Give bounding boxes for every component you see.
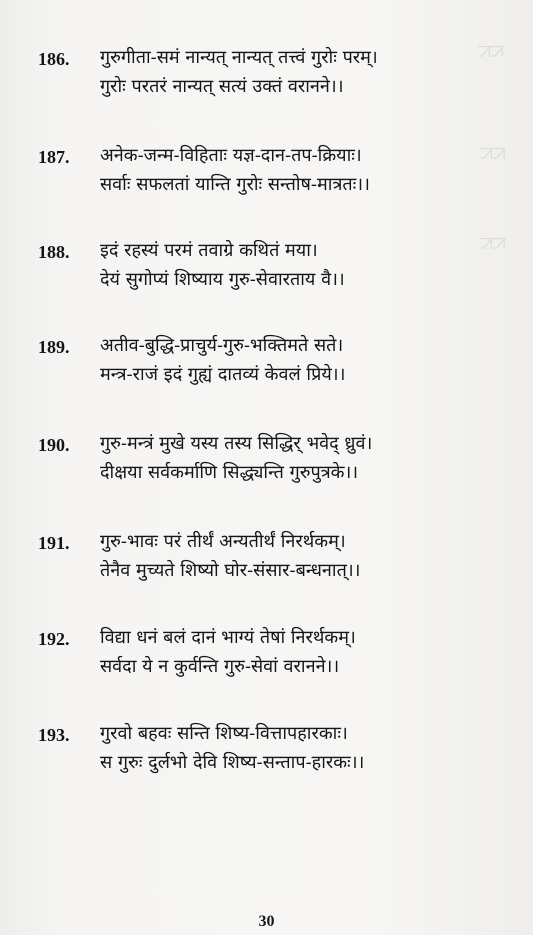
verse-line-2: तेनैव मुच्यते शिष्यो घोर-संसार-बन्धनात्।। <box>100 560 361 581</box>
verse-number: 192. <box>38 629 70 649</box>
verse-line-2: सर्वदा ये न कुर्वन्ति गुरु-सेवां वरानने।। <box>100 656 340 677</box>
verse-number: 190. <box>38 435 70 455</box>
verse-line-1: अतीव-बुद्धि-प्राचुर्य-गुरु-भक्तिमते सते। <box>100 335 344 356</box>
verse-number: 189. <box>38 337 70 357</box>
bleed-through-mark: ꠀꠀ <box>478 42 504 61</box>
verse-line-1: इदं रहस्यं परमं तवाग्रे कथितं मया। <box>100 240 318 261</box>
verse-line-1: गुरु-मन्त्रं मुखे यस्य तस्य सिद्धिर् भवेद् ध्रुवं। <box>100 433 373 454</box>
verse-number: 188. <box>38 242 70 262</box>
bleed-through-mark: ꠀꠀ <box>480 234 506 253</box>
verse-line-2: सर्वाः सफलतां यान्ति गुरोः सन्तोष-मात्रतः।। <box>100 174 370 195</box>
verse-line-1: गुरवो बहवः सन्ति शिष्य-वित्तापहारकाः। <box>100 723 348 744</box>
verse-line-1: गुरुगीता-समं नान्यत् नान्यत् तत्त्वं गुरोः परम्। <box>100 47 378 68</box>
verse-line-2: देयं सुगोप्यं शिष्याय गुरु-सेवारताय वै।। <box>100 269 345 290</box>
verse-line-1: गुरु-भावः परं तीर्थं अन्यतीर्थं निरर्थकम्। <box>100 531 346 552</box>
verse-number: 193. <box>38 725 70 745</box>
verse-number: 191. <box>38 533 70 553</box>
verse-line-2: स गुरुः दुर्लभो देवि शिष्य-सन्ताप-हारकः।। <box>100 752 365 773</box>
verse-line-1: अनेक-जन्म-विहिताः यज्ञ-दान-तप-क्रियाः। <box>100 145 362 166</box>
verse-line-1: विद्या धनं बलं दानं भाग्यं तेषां निरर्थकम्। <box>100 627 356 648</box>
page-number: 30 <box>258 913 275 930</box>
verse-number: 187. <box>38 147 70 167</box>
bleed-through-mark: ꠀꠀ <box>480 144 506 163</box>
verse-line-2: मन्त्र-राजं इदं गुह्यं दातव्यं केवलं प्रिये।। <box>100 364 346 385</box>
verse-number: 186. <box>38 49 70 69</box>
verse-line-2: गुरोः परतरं नान्यत् सत्यं उक्तं वरानने।। <box>100 76 344 97</box>
verse-line-2: दीक्षया सर्वकर्माणि सिद्ध्यन्ति गुरुपुत्रके।। <box>100 462 359 483</box>
